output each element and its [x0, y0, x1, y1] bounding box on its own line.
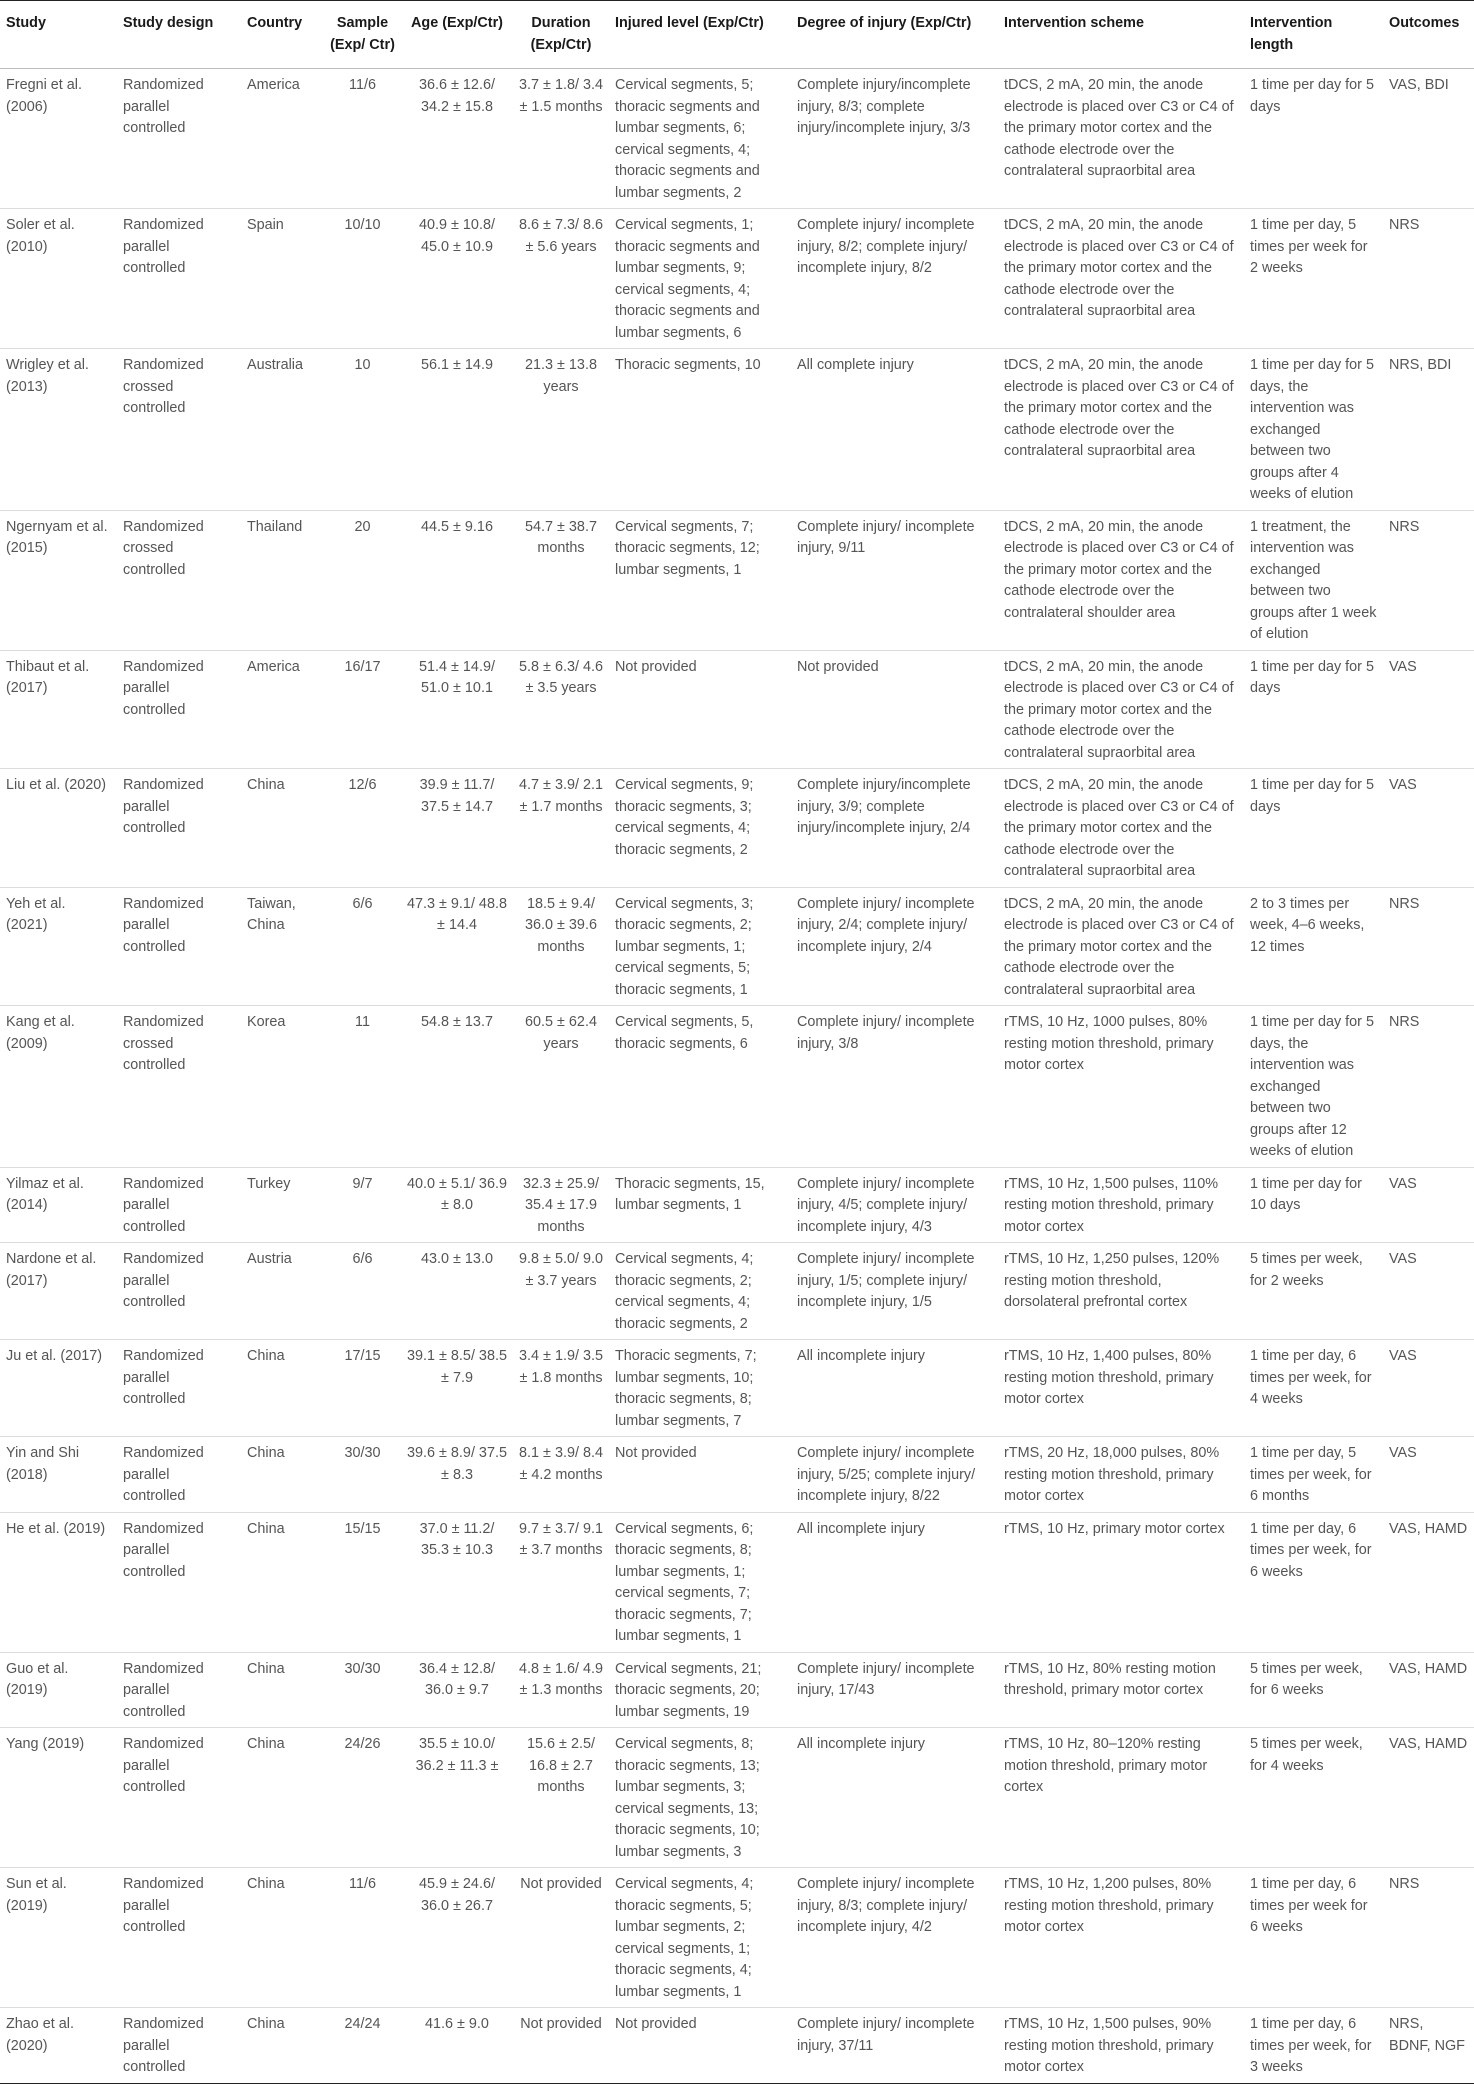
cell-sample: 11/6: [324, 69, 401, 209]
cell-country: China: [241, 1512, 324, 1652]
cell-outcomes: VAS, HAMD: [1383, 1512, 1474, 1652]
cell-outcomes: VAS, HAMD: [1383, 1652, 1474, 1728]
table-row: [0, 209, 1474, 349]
cell-degree-of-injury: All complete injury: [791, 349, 998, 511]
column-header-outcomes: Outcomes: [1383, 1, 1474, 69]
cell-intervention-length: 1 time per day, 6 times per week, for 6 weeks: [1244, 1512, 1383, 1652]
cell-injured-level: Cervical segments, 5, thoracic segments, 6: [609, 1006, 791, 1168]
cell-sample: 12/6: [324, 769, 401, 888]
cell-intervention-scheme: rTMS, 10 Hz, 1,500 pulses, 90% resting motion threshold, primary motor cortex: [998, 2008, 1244, 2084]
cell-intervention-scheme: rTMS, 10 Hz, primary motor cortex: [998, 1512, 1244, 1652]
cell-intervention-length: 1 time per day for 5 days: [1244, 69, 1383, 209]
cell-outcomes: VAS: [1383, 650, 1474, 769]
cell-injured-level: Thoracic segments, 15, lumbar segments, 1: [609, 1167, 791, 1243]
cell-intervention-length: 1 treatment, the intervention was exchanged between two groups after 1 week of elution: [1244, 510, 1383, 650]
cell-injured-level: Cervical segments, 5; thoracic segments and lumbar segments, 6; cervical segments, 4; thoracic segments and lumbar segments, 2: [609, 69, 791, 209]
cell-degree-of-injury: Complete injury/ incomplete injury, 8/2; complete injury/ incomplete injury, 8/2: [791, 209, 998, 349]
cell-study-design: Randomized crossed controlled: [117, 510, 241, 650]
cell-outcomes: NRS: [1383, 1006, 1474, 1168]
cell-outcomes: NRS, BDNF, NGF: [1383, 2008, 1474, 2084]
cell-duration: 4.8 ± 1.6/ 4.9 ± 1.3 months: [513, 1652, 609, 1728]
table-row: [0, 1728, 1474, 1868]
table-row: [0, 1006, 1474, 1168]
cell-outcomes: NRS: [1383, 887, 1474, 1006]
cell-age: 40.0 ± 5.1/ 36.9 ± 8.0: [401, 1167, 513, 1243]
cell-degree-of-injury: Complete injury/ incomplete injury, 5/25; complete injury/ incomplete injury, 8/22: [791, 1437, 998, 1513]
cell-intervention-length: 1 time per day for 5 days: [1244, 650, 1383, 769]
cell-country: China: [241, 1868, 324, 2008]
table-row: [0, 1243, 1474, 1340]
cell-outcomes: VAS, HAMD: [1383, 1728, 1474, 1868]
cell-study: Yang (2019): [0, 1728, 117, 1868]
cell-intervention-length: 1 time per day for 10 days: [1244, 1167, 1383, 1243]
cell-intervention-scheme: tDCS, 2 mA, 20 min, the anode electrode is placed over C3 or C4 of the primary motor cortex and the cathode electrode over the contralateral supraorbital area: [998, 887, 1244, 1006]
cell-age: 35.5 ± 10.0/ 36.2 ± 11.3 ±: [401, 1728, 513, 1868]
cell-country: Spain: [241, 209, 324, 349]
cell-age: 45.9 ± 24.6/ 36.0 ± 26.7: [401, 1868, 513, 2008]
cell-age: 40.9 ± 10.8/ 45.0 ± 10.9: [401, 209, 513, 349]
cell-injured-level: Thoracic segments, 10: [609, 349, 791, 511]
cell-sample: 11/6: [324, 1868, 401, 2008]
cell-intervention-scheme: rTMS, 10 Hz, 1,200 pulses, 80% resting motion threshold, primary motor cortex: [998, 1868, 1244, 2008]
cell-injured-level: Cervical segments, 21; thoracic segments, 20; lumbar segments, 19: [609, 1652, 791, 1728]
cell-intervention-length: 1 time per day for 5 days, the intervention was exchanged between two groups after 12 weeks of elution: [1244, 1006, 1383, 1168]
cell-outcomes: NRS: [1383, 209, 1474, 349]
cell-country: Thailand: [241, 510, 324, 650]
cell-age: 36.4 ± 12.8/ 36.0 ± 9.7: [401, 1652, 513, 1728]
cell-country: China: [241, 1652, 324, 1728]
cell-intervention-length: 1 time per day, 6 times per week, for 4 weeks: [1244, 1340, 1383, 1437]
cell-study-design: Randomized parallel controlled: [117, 887, 241, 1006]
cell-intervention-length: 2 to 3 times per week, 4–6 weeks, 12 times: [1244, 887, 1383, 1006]
cell-study-design: Randomized parallel controlled: [117, 209, 241, 349]
cell-degree-of-injury: Complete injury/incomplete injury, 3/9; complete injury/incomplete injury, 2/4: [791, 769, 998, 888]
table-row: [0, 2008, 1474, 2084]
cell-study-design: Randomized parallel controlled: [117, 1728, 241, 1868]
table-body: [0, 69, 1474, 2084]
cell-duration: 8.6 ± 7.3/ 8.6 ± 5.6 years: [513, 209, 609, 349]
table-row: [0, 1652, 1474, 1728]
cell-degree-of-injury: Complete injury/ incomplete injury, 2/4; complete injury/ incomplete injury, 2/4: [791, 887, 998, 1006]
cell-duration: 9.7 ± 3.7/ 9.1 ± 3.7 months: [513, 1512, 609, 1652]
cell-intervention-scheme: rTMS, 20 Hz, 18,000 pulses, 80% resting motion threshold, primary motor cortex: [998, 1437, 1244, 1513]
cell-age: 54.8 ± 13.7: [401, 1006, 513, 1168]
cell-sample: 6/6: [324, 887, 401, 1006]
cell-sample: 6/6: [324, 1243, 401, 1340]
cell-study-design: Randomized crossed controlled: [117, 349, 241, 511]
cell-injured-level: Cervical segments, 4; thoracic segments, 2; cervical segments, 4; thoracic segments, 2: [609, 1243, 791, 1340]
cell-study: Soler et al. (2010): [0, 209, 117, 349]
cell-intervention-scheme: rTMS, 10 Hz, 1,250 pulses, 120% resting motion threshold, dorsolateral prefrontal cortex: [998, 1243, 1244, 1340]
cell-degree-of-injury: Complete injury/ incomplete injury, 8/3; complete injury/ incomplete injury, 4/2: [791, 1868, 998, 2008]
column-header-sample: Sample (Exp/ Ctr): [324, 1, 401, 69]
cell-study-design: Randomized parallel controlled: [117, 1437, 241, 1513]
cell-duration: 15.6 ± 2.5/ 16.8 ± 2.7 months: [513, 1728, 609, 1868]
cell-sample: 30/30: [324, 1437, 401, 1513]
cell-study: Yeh et al. (2021): [0, 887, 117, 1006]
cell-country: China: [241, 769, 324, 888]
cell-degree-of-injury: Complete injury/ incomplete injury, 4/5; complete injury/ incomplete injury, 4/3: [791, 1167, 998, 1243]
cell-degree-of-injury: Complete injury/ incomplete injury, 37/11: [791, 2008, 998, 2084]
cell-sample: 16/17: [324, 650, 401, 769]
cell-outcomes: VAS: [1383, 1437, 1474, 1513]
cell-sample: 11: [324, 1006, 401, 1168]
table-row: [0, 1868, 1474, 2008]
cell-study: Thibaut et al. (2017): [0, 650, 117, 769]
cell-age: 36.6 ± 12.6/ 34.2 ± 15.8: [401, 69, 513, 209]
cell-sample: 30/30: [324, 1652, 401, 1728]
cell-degree-of-injury: All incomplete injury: [791, 1340, 998, 1437]
cell-intervention-length: 1 time per day, 6 times per week, for 3 weeks: [1244, 2008, 1383, 2084]
table-row: [0, 1340, 1474, 1437]
cell-study-design: Randomized parallel controlled: [117, 769, 241, 888]
cell-intervention-scheme: rTMS, 10 Hz, 1000 pulses, 80% resting motion threshold, primary motor cortex: [998, 1006, 1244, 1168]
cell-degree-of-injury: Complete injury/ incomplete injury, 3/8: [791, 1006, 998, 1168]
cell-duration: 4.7 ± 3.9/ 2.1 ± 1.7 months: [513, 769, 609, 888]
cell-intervention-scheme: rTMS, 10 Hz, 80–120% resting motion threshold, primary motor cortex: [998, 1728, 1244, 1868]
cell-study-design: Randomized parallel controlled: [117, 1340, 241, 1437]
cell-country: Australia: [241, 349, 324, 511]
cell-degree-of-injury: Complete injury/ incomplete injury, 17/43: [791, 1652, 998, 1728]
cell-study: Sun et al. (2019): [0, 1868, 117, 2008]
cell-sample: 10: [324, 349, 401, 511]
column-header-degree-of-injury: Degree of injury (Exp/Ctr): [791, 1, 998, 69]
cell-intervention-scheme: rTMS, 10 Hz, 1,500 pulses, 110% resting motion threshold, primary motor cortex: [998, 1167, 1244, 1243]
table-row: [0, 349, 1474, 511]
cell-age: 39.1 ± 8.5/ 38.5 ± 7.9: [401, 1340, 513, 1437]
cell-degree-of-injury: Complete injury/incomplete injury, 8/3; complete injury/incomplete injury, 3/3: [791, 69, 998, 209]
cell-study: Yilmaz et al. (2014): [0, 1167, 117, 1243]
cell-study-design: Randomized parallel controlled: [117, 69, 241, 209]
cell-injured-level: Cervical segments, 3; thoracic segments, 2; lumbar segments, 1; cervical segments, 5; thoracic segments, 1: [609, 887, 791, 1006]
cell-country: China: [241, 1340, 324, 1437]
cell-sample: 15/15: [324, 1512, 401, 1652]
cell-duration: 8.1 ± 3.9/ 8.4 ± 4.2 months: [513, 1437, 609, 1513]
table-row: [0, 769, 1474, 888]
cell-age: 39.9 ± 11.7/ 37.5 ± 14.7: [401, 769, 513, 888]
cell-study: Kang et al. (2009): [0, 1006, 117, 1168]
cell-outcomes: VAS, BDI: [1383, 69, 1474, 209]
cell-intervention-scheme: tDCS, 2 mA, 20 min, the anode electrode is placed over C3 or C4 of the primary motor cortex and the cathode electrode over the contralateral supraorbital area: [998, 650, 1244, 769]
column-header-country: Country: [241, 1, 324, 69]
cell-duration: 9.8 ± 5.0/ 9.0 ± 3.7 years: [513, 1243, 609, 1340]
cell-age: 43.0 ± 13.0: [401, 1243, 513, 1340]
cell-outcomes: VAS: [1383, 1167, 1474, 1243]
table-row: [0, 1167, 1474, 1243]
cell-sample: 9/7: [324, 1167, 401, 1243]
cell-duration: 60.5 ± 62.4 years: [513, 1006, 609, 1168]
table-row: [0, 510, 1474, 650]
cell-study: Ngernyam et al. (2015): [0, 510, 117, 650]
cell-study-design: Randomized parallel controlled: [117, 2008, 241, 2084]
cell-study: Nardone et al. (2017): [0, 1243, 117, 1340]
table-row: [0, 887, 1474, 1006]
cell-country: China: [241, 1728, 324, 1868]
cell-injured-level: Cervical segments, 7; thoracic segments, 12; lumbar segments, 1: [609, 510, 791, 650]
column-header-duration: Duration (Exp/Ctr): [513, 1, 609, 69]
cell-duration: 5.8 ± 6.3/ 4.6 ± 3.5 years: [513, 650, 609, 769]
cell-injured-level: Not provided: [609, 1437, 791, 1513]
cell-duration: 3.7 ± 1.8/ 3.4 ± 1.5 months: [513, 69, 609, 209]
cell-country: Taiwan, China: [241, 887, 324, 1006]
cell-age: 39.6 ± 8.9/ 37.5 ± 8.3: [401, 1437, 513, 1513]
cell-age: 56.1 ± 14.9: [401, 349, 513, 511]
cell-intervention-length: 1 time per day, 5 times per week, for 6 months: [1244, 1437, 1383, 1513]
cell-injured-level: Thoracic segments, 7; lumbar segments, 10; thoracic segments, 8; lumbar segments, 7: [609, 1340, 791, 1437]
cell-study-design: Randomized parallel controlled: [117, 1652, 241, 1728]
cell-study: He et al. (2019): [0, 1512, 117, 1652]
cell-age: 51.4 ± 14.9/ 51.0 ± 10.1: [401, 650, 513, 769]
cell-injured-level: Cervical segments, 4; thoracic segments, 5; lumbar segments, 2; cervical segments, 1; thoracic segments, 4; lumbar segments, 1: [609, 1868, 791, 2008]
table-row: [0, 1437, 1474, 1513]
cell-study: Ju et al. (2017): [0, 1340, 117, 1437]
cell-intervention-scheme: rTMS, 10 Hz, 1,400 pulses, 80% resting motion threshold, primary motor cortex: [998, 1340, 1244, 1437]
cell-study-design: Randomized parallel controlled: [117, 1512, 241, 1652]
cell-injured-level: Cervical segments, 6; thoracic segments, 8; lumbar segments, 1; cervical segments, 7; thoracic segments, 7; lumbar segments, 1: [609, 1512, 791, 1652]
header-row: [0, 1, 1474, 69]
cell-injured-level: Not provided: [609, 650, 791, 769]
cell-intervention-length: 1 time per day, 6 times per week for 6 weeks: [1244, 1868, 1383, 2008]
cell-duration: 32.3 ± 25.9/ 35.4 ± 17.9 months: [513, 1167, 609, 1243]
cell-duration: 18.5 ± 9.4/ 36.0 ± 39.6 months: [513, 887, 609, 1006]
cell-country: Turkey: [241, 1167, 324, 1243]
cell-sample: 17/15: [324, 1340, 401, 1437]
cell-age: 44.5 ± 9.16: [401, 510, 513, 650]
cell-injured-level: Cervical segments, 8; thoracic segments, 13; lumbar segments, 3; cervical segments, 13; thoracic segments, 10; lumbar segments, 3: [609, 1728, 791, 1868]
cell-outcomes: VAS: [1383, 1340, 1474, 1437]
table-row: [0, 69, 1474, 209]
cell-intervention-length: 1 time per day, 5 times per week for 2 weeks: [1244, 209, 1383, 349]
cell-intervention-scheme: rTMS, 10 Hz, 80% resting motion threshold, primary motor cortex: [998, 1652, 1244, 1728]
cell-intervention-scheme: tDCS, 2 mA, 20 min, the anode electrode is placed over C3 or C4 of the primary motor cortex and the cathode electrode over the contralateral supraorbital area: [998, 209, 1244, 349]
table-row: [0, 1512, 1474, 1652]
cell-study-design: Randomized parallel controlled: [117, 1167, 241, 1243]
cell-sample: 10/10: [324, 209, 401, 349]
cell-country: China: [241, 1437, 324, 1513]
cell-country: China: [241, 2008, 324, 2084]
cell-duration: Not provided: [513, 1868, 609, 2008]
cell-intervention-scheme: tDCS, 2 mA, 20 min, the anode electrode is placed over C3 or C4 of the primary motor cortex and the cathode electrode over the contralateral supraorbital area: [998, 69, 1244, 209]
cell-intervention-length: 1 time per day for 5 days: [1244, 769, 1383, 888]
cell-outcomes: NRS: [1383, 510, 1474, 650]
cell-study: Yin and Shi (2018): [0, 1437, 117, 1513]
cell-degree-of-injury: Not provided: [791, 650, 998, 769]
cell-study-design: Randomized parallel controlled: [117, 1868, 241, 2008]
cell-intervention-length: 5 times per week, for 4 weeks: [1244, 1728, 1383, 1868]
cell-country: America: [241, 650, 324, 769]
cell-study-design: Randomized parallel controlled: [117, 650, 241, 769]
cell-intervention-length: 5 times per week, for 2 weeks: [1244, 1243, 1383, 1340]
cell-intervention-scheme: tDCS, 2 mA, 20 min, the anode electrode is placed over C3 or C4 of the primary motor cortex and the cathode electrode over the contralateral shoulder area: [998, 510, 1244, 650]
cell-study: Guo et al. (2019): [0, 1652, 117, 1728]
cell-age: 37.0 ± 11.2/ 35.3 ± 10.3: [401, 1512, 513, 1652]
cell-sample: 24/26: [324, 1728, 401, 1868]
column-header-intervention-length: Intervention length: [1244, 1, 1383, 69]
cell-age: 41.6 ± 9.0: [401, 2008, 513, 2084]
column-header-age: Age (Exp/Ctr): [401, 1, 513, 69]
cell-degree-of-injury: Complete injury/ incomplete injury, 1/5; complete injury/ incomplete injury, 1/5: [791, 1243, 998, 1340]
cell-outcomes: VAS: [1383, 769, 1474, 888]
cell-study-design: Randomized parallel controlled: [117, 1243, 241, 1340]
cell-outcomes: NRS: [1383, 1868, 1474, 2008]
cell-study: Fregni et al. (2006): [0, 69, 117, 209]
column-header-intervention-scheme: Intervention scheme: [998, 1, 1244, 69]
cell-country: America: [241, 69, 324, 209]
cell-intervention-scheme: tDCS, 2 mA, 20 min, the anode electrode is placed over C3 or C4 of the primary motor cortex and the cathode electrode over the contralateral supraorbital area: [998, 349, 1244, 511]
cell-degree-of-injury: All incomplete injury: [791, 1512, 998, 1652]
cell-injured-level: Cervical segments, 1; thoracic segments and lumbar segments, 9; cervical segments, 4; thoracic segments and lumbar segments, 6: [609, 209, 791, 349]
cell-intervention-scheme: tDCS, 2 mA, 20 min, the anode electrode is placed over C3 or C4 of the primary motor cortex and the cathode electrode over the contralateral supraorbital area: [998, 769, 1244, 888]
cell-country: Austria: [241, 1243, 324, 1340]
cell-study-design: Randomized crossed controlled: [117, 1006, 241, 1168]
cell-degree-of-injury: All incomplete injury: [791, 1728, 998, 1868]
cell-injured-level: Cervical segments, 9; thoracic segments, 3; cervical segments, 4; thoracic segments, 2: [609, 769, 791, 888]
cell-country: Korea: [241, 1006, 324, 1168]
column-header-study-design: Study design: [117, 1, 241, 69]
cell-study: Zhao et al. (2020): [0, 2008, 117, 2084]
cell-age: 47.3 ± 9.1/ 48.8 ± 14.4: [401, 887, 513, 1006]
table-header: [0, 1, 1474, 69]
cell-duration: 54.7 ± 38.7 months: [513, 510, 609, 650]
cell-injured-level: Not provided: [609, 2008, 791, 2084]
cell-duration: 21.3 ± 13.8 years: [513, 349, 609, 511]
cell-outcomes: VAS: [1383, 1243, 1474, 1340]
cell-study: Liu et al. (2020): [0, 769, 117, 888]
cell-study: Wrigley et al. (2013): [0, 349, 117, 511]
table-row: [0, 650, 1474, 769]
cell-outcomes: NRS, BDI: [1383, 349, 1474, 511]
cell-intervention-length: 5 times per week, for 6 weeks: [1244, 1652, 1383, 1728]
column-header-injured-level: Injured level (Exp/Ctr): [609, 1, 791, 69]
cell-intervention-length: 1 time per day for 5 days, the intervention was exchanged between two groups after 4 weeks of elution: [1244, 349, 1383, 511]
cell-sample: 24/24: [324, 2008, 401, 2084]
column-header-study: Study: [0, 1, 117, 69]
cell-duration: Not provided: [513, 2008, 609, 2084]
cell-sample: 20: [324, 510, 401, 650]
cell-duration: 3.4 ± 1.9/ 3.5 ± 1.8 months: [513, 1340, 609, 1437]
cell-degree-of-injury: Complete injury/ incomplete injury, 9/11: [791, 510, 998, 650]
